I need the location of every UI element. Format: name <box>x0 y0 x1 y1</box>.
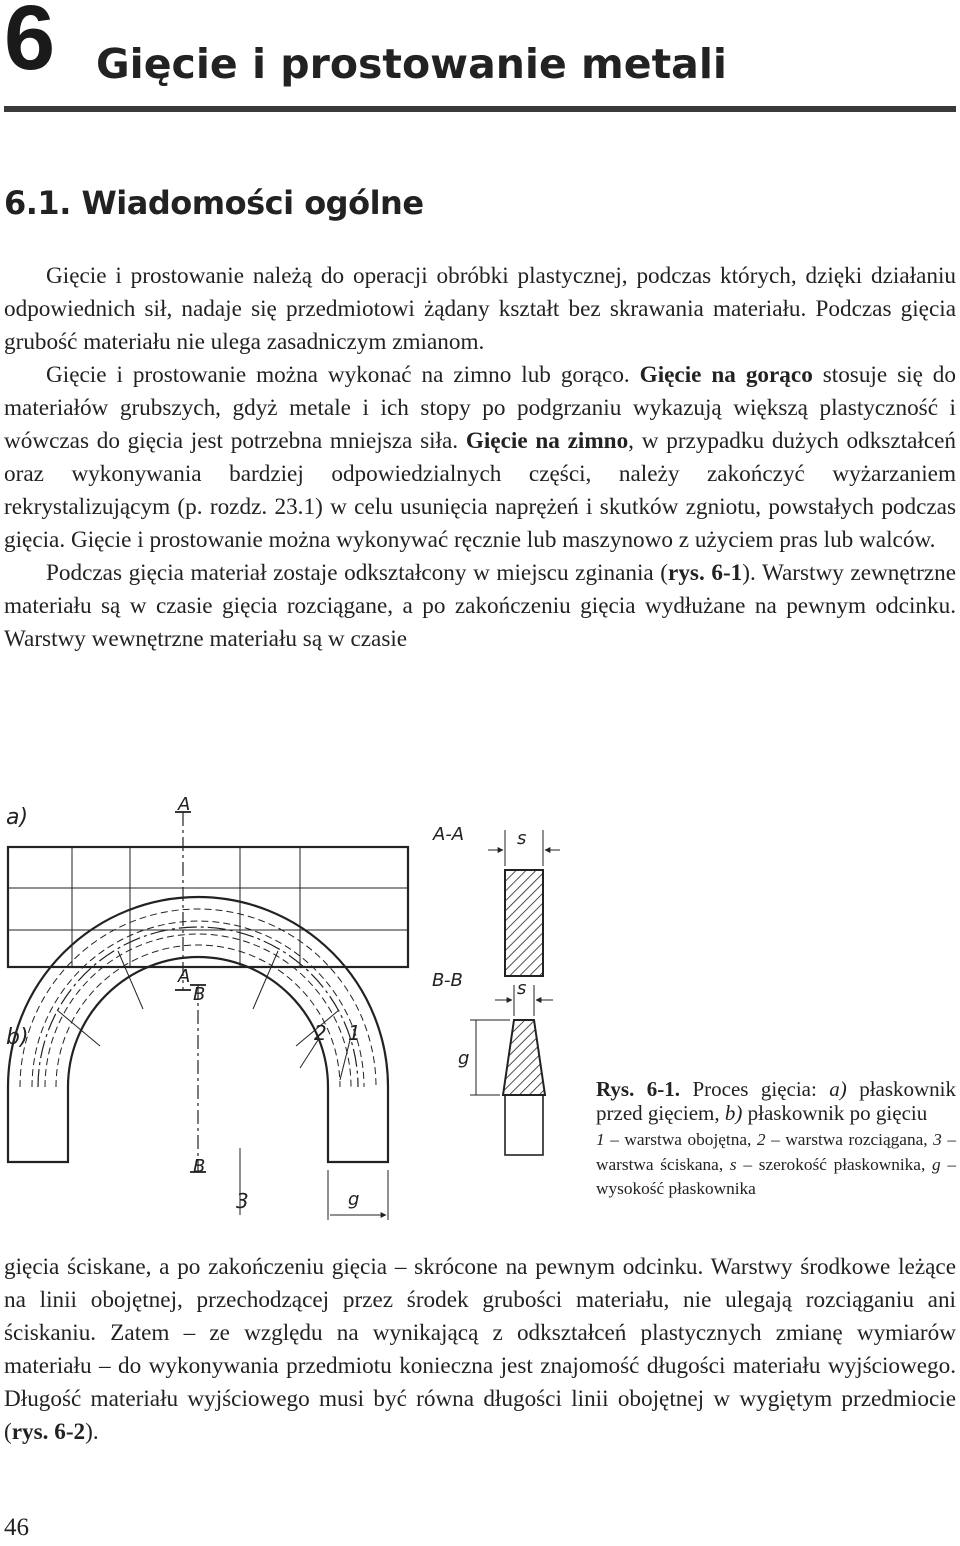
paragraph-3 <box>4 557 956 656</box>
p4-text-c: ). <box>85 1419 99 1445</box>
label-length-g: g <box>348 1189 360 1210</box>
label-layer-3: 3 <box>236 1189 249 1213</box>
section-heading: 6.1. Wiadomości ogólne <box>4 184 424 222</box>
label-section-A-bottom: A <box>178 966 191 987</box>
paragraph-1: Gięcie i prostowanie należą do operacji obróbki plastycznej, podczas których, dzięki działaniu odpowiednich sił, nadaje się przedmiotowi żądany kształt bez skrawania materiału. Podczas gięcia grubość materiału nie ulega zasadniczym zmianom. <box>4 263 956 355</box>
caption-text-2: płaskownik przed gięciem, <box>596 1077 957 1125</box>
section-b-b <box>470 985 553 1155</box>
term-cold-bending: Gięcie na zimno <box>465 428 629 454</box>
p3-text-c: ). Warstwy zewnętrzne materiału są w czasie gięcia rozciągane, a po zakończeniu gięcia wydłużane na pewnym odcinku. Warstwy wewnętrzne materiału są w czasie <box>4 560 956 652</box>
chapter-title: Gięcie i prostowanie metali <box>96 40 727 88</box>
label-section-b-b: B-B <box>432 970 463 991</box>
caption-text-3: płaskownik po gięciu <box>742 1101 928 1125</box>
label-section-A-top: A <box>178 794 191 815</box>
label-layer-2: 2 <box>314 1021 327 1045</box>
legend-text-3: – warstwa ściskana, <box>596 1130 956 1174</box>
legend-text-2: – warstwa rozciągana, <box>765 1130 934 1149</box>
label-layer-1: 1 <box>348 1021 361 1045</box>
legend-key-2: 2 <box>756 1130 766 1149</box>
p2-text-c: stosuje się do materiałów grubszych, gdyż metale i ich stopy po podgrzaniu wykazują większą plastyczność i wówczas do gięcia jest potrzebna mniejsza siła. <box>4 362 956 454</box>
label-width-s-bottom: s <box>517 978 527 999</box>
figure-caption <box>596 1077 956 1202</box>
figure-ref-6-1: rys. 6-1 <box>668 560 743 586</box>
label-width-s-top: s <box>517 828 527 849</box>
term-hot-bending: Gięcie na gorąco <box>639 362 813 388</box>
caption-figure-number: Rys. 6-1. <box>596 1077 681 1101</box>
p2-text-e: , w przypadku dużych odkształceń oraz wykonywania bardziej odpowiedzialnych części, należy zakończyć wyżarzaniem rekrystalizującym (p. rozdz. 23.1) w celu usunięcia naprężeń i skutków zgniotu, powstałych podczas gięcia. Gięcie i prostowanie można wykonywać ręcznie lub maszynowo z użyciem pras lub walców. <box>4 428 956 553</box>
page-number: 46 <box>4 1514 29 1541</box>
flat-bar-before-bending <box>8 812 408 990</box>
body-text-bottom <box>4 1251 956 1449</box>
legend-text-g: – wysokość płaskownika <box>596 1154 957 1198</box>
legend-key-g: g <box>932 1154 941 1174</box>
paragraph-4 <box>4 1251 956 1449</box>
legend-key-s: s <box>729 1154 737 1174</box>
body-text-top <box>4 260 956 656</box>
label-b: b) <box>6 1025 29 1050</box>
p3-text-a: Podczas gięcia materiał zostaje odkształcony w miejscu zginania ( <box>46 560 669 586</box>
title-rule <box>4 106 956 112</box>
caption-legend <box>596 1128 956 1202</box>
label-a: a) <box>6 805 29 830</box>
section-a-a <box>488 830 560 976</box>
label-section-a-a: A-A <box>433 824 465 845</box>
p4-text-a: gięcia ściskane, a po zakończeniu gięcia – skrócone na pewnym odcinku. Warstwy środkowe leżące na linii obojętnej, przechodzącej przez środek grubości materiału, nie ulegają rozciąganiu ani ściskaniu. Zatem – ze względu na wynikającą z odkształceń plastycznych zmianę wymiarów materiału – do wykonywania przedmiotu konieczna jest znajomość długości materiału wyjściowego. Długość materiału wyjściowego musi być równa długości linii obojętnej w wygiętym przedmiocie ( <box>4 1254 956 1445</box>
legend-text-s: – szerokość płaskownika, <box>736 1154 932 1174</box>
caption-text-1: Proces gięcia: <box>680 1077 830 1101</box>
caption-title <box>596 1077 956 1125</box>
caption-ref-a: a) <box>829 1077 847 1101</box>
label-section-B-bottom: B <box>193 1156 206 1177</box>
chapter-number: 6 <box>4 0 54 89</box>
label-section-B-top: B <box>193 984 206 1005</box>
legend-key-1: 1 <box>596 1130 605 1149</box>
p2-text-a: Gięcie i prostowanie można wykonać na zimno lub gorąco. <box>46 362 640 388</box>
paragraph-2 <box>4 359 956 557</box>
figure-ref-6-2: rys. 6-2 <box>11 1419 86 1445</box>
caption-ref-b: b) <box>724 1101 743 1125</box>
legend-key-3: 3 <box>933 1130 942 1149</box>
legend-text-1: – warstwa obojętna, <box>604 1130 757 1149</box>
label-height-g: g <box>458 1048 470 1069</box>
